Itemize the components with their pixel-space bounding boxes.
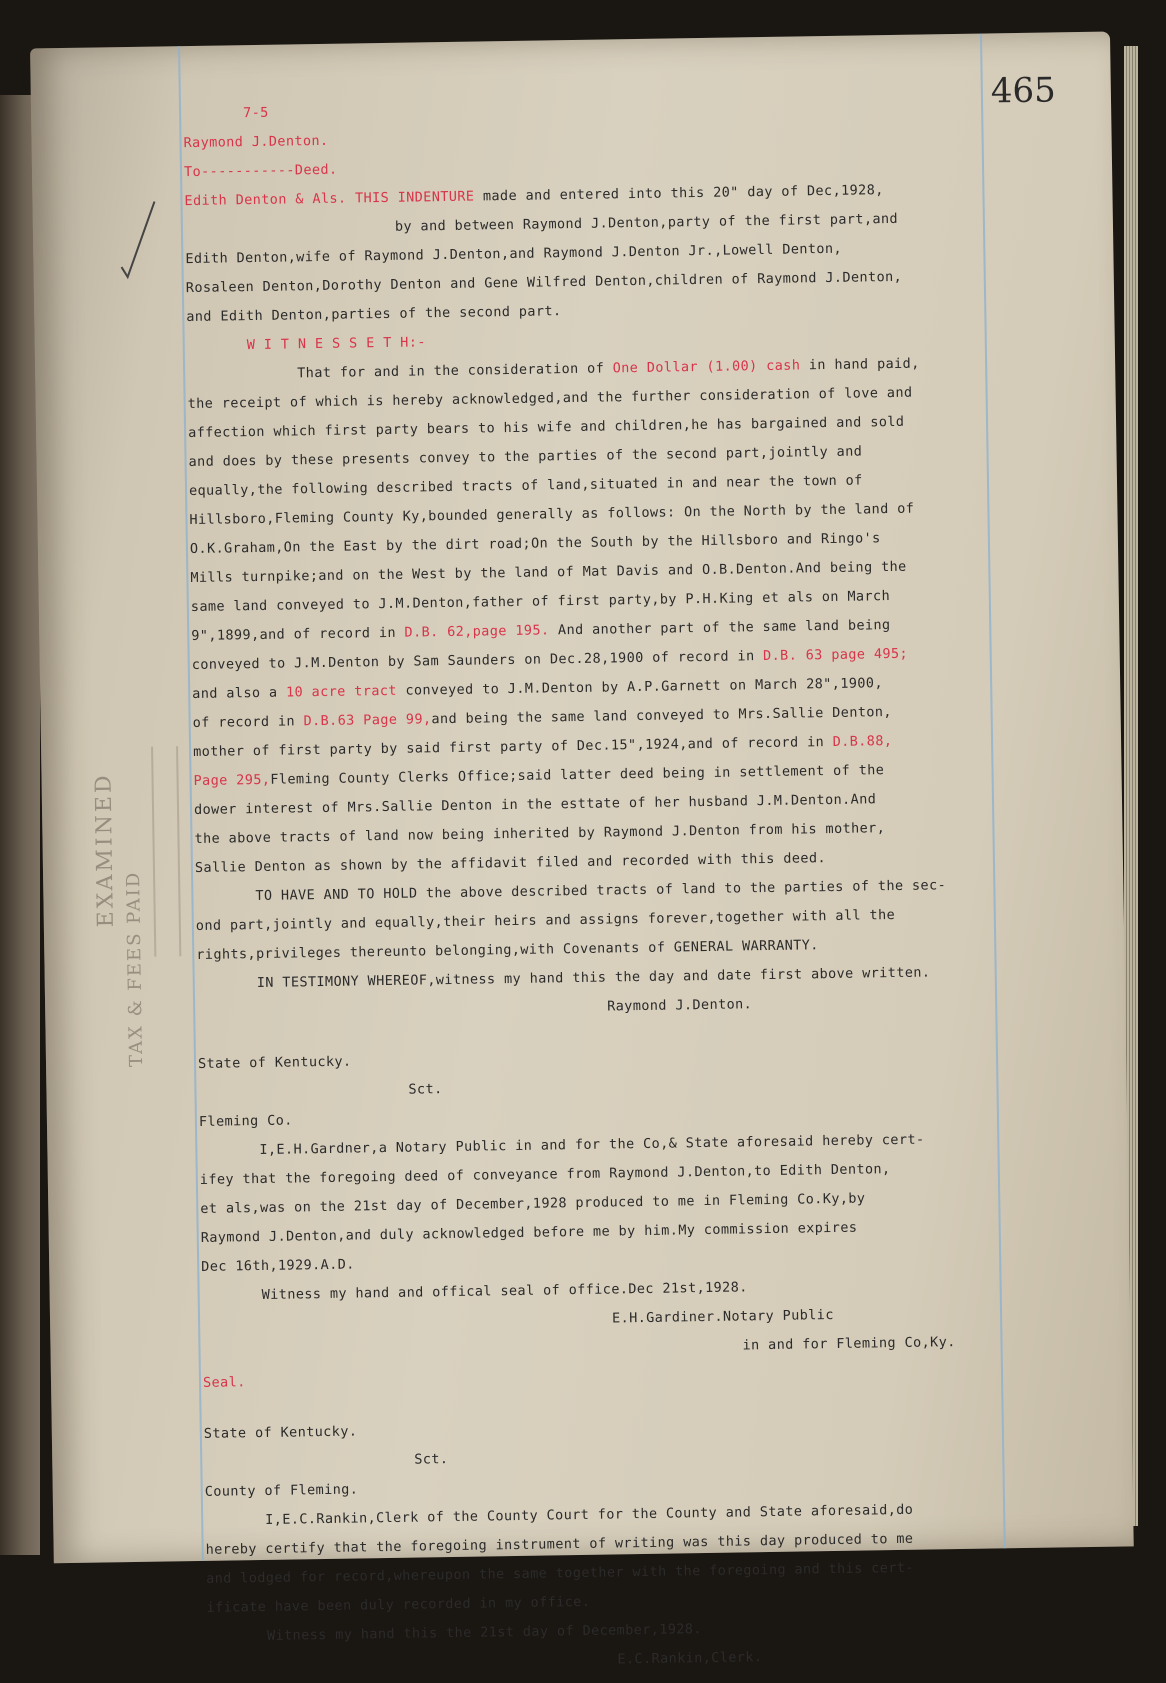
text-segment: Fleming Co. (198, 1112, 293, 1130)
text-segment: Edith Denton,wife of Raymond J.Denton,and Raymond J.Denton Jr.,Lowell Denton, (185, 240, 843, 268)
text-segment: Sct. (414, 1451, 449, 1468)
red-annotation: D.B. 63 page 495; (762, 645, 909, 665)
red-annotation: Raymond J.Denton. (183, 132, 329, 152)
text-segment: E.C.Rankin,Clerk. (617, 1649, 763, 1668)
text-segment: and being the same land conveyed to Mrs.Sallie Denton, (431, 704, 893, 728)
text-segment: of record in (192, 713, 304, 732)
text-segment: State of Kentucky. (203, 1423, 358, 1442)
text-segment: I,E.H.Gardner,a Notary Public in and for the Co,& State aforesaid hereby cert- (259, 1131, 925, 1159)
red-annotation: Page 295, (193, 771, 271, 790)
text-segment: in hand paid, (800, 355, 920, 374)
text-segment: equally,the following described tracts of land,situated in and near the town of (188, 472, 863, 500)
text-segment: et als,was on the 21st day of December,1928 produced to me in Fleming Co.Ky,by (200, 1190, 866, 1217)
text-segment: 9",1899,and of record in (191, 624, 405, 645)
text-segment: conveyed to J.M.Denton by Sam Saunders on Dec.28,1900 of record in (191, 648, 764, 674)
tax-fees-label: TAX & FEES PAID (122, 870, 148, 1068)
text-segment: Mills turnpike;and on the West by the land of Mat Davis and O.B.Denton.And being the (190, 558, 907, 587)
text-segment: made and entered into this 20" day of Dec,1928, (474, 182, 884, 205)
text-segment: Dec 16th,1929.A.D. (201, 1256, 355, 1275)
text-segment: Sct. (408, 1081, 443, 1098)
examined-stamp: EXAMINED (91, 772, 119, 928)
text-segment: conveyed to J.M.Denton by A.P.Garnett on March 28",1900, (396, 675, 884, 699)
text-segment: and also a (192, 684, 287, 703)
page-number: 465 (990, 70, 1057, 112)
signature-stroke (176, 746, 181, 956)
text-segment: IN TESTIMONY WHEREOF,witness my hand this the day and date first above written. (256, 964, 931, 992)
red-annotation: To-----------Deed. (183, 161, 338, 181)
text-segment: O.K.Graham,On the East by the dirt road;On the South by the Hillsboro and Ringo's (189, 530, 881, 558)
red-annotation: Edith Denton & Als. THIS INDENTURE (184, 188, 475, 210)
red-annotation: D.B.88, (832, 733, 893, 750)
text-segment: and Edith Denton,parties of the second part. (186, 303, 562, 326)
text-segment: State of Kentucky. (197, 1053, 352, 1072)
text-segment: Raymond J.Denton. (607, 996, 753, 1015)
text-segment: affection which first party bears to his wife and children,he has bargained and sold (188, 413, 905, 442)
tax-fees-stamp (123, 871, 147, 1067)
text-segment: the above tracts of land now being inherited by Raymond J.Denton from his mother, (194, 820, 886, 847)
text-segment: ond part,jointly and equally,their heirs and assigns forever,together with all the (195, 907, 896, 934)
text-segment: Raymond J.Denton,and duly acknowledged before me by him.My commission expires (200, 1219, 858, 1246)
deed-text (183, 87, 1028, 1681)
red-annotation: D.B.63 Page 99, (303, 711, 432, 730)
text-segment: by and between Raymond J.Denton,party of the first part,and (394, 210, 899, 235)
text-segment: That for and in the consideration of (297, 360, 613, 382)
text-segment: Witness my hand and offical seal of office.Dec 21st,1928. (261, 1279, 748, 1303)
text-segment: rights,privileges thereunto belonging,with Covenants of GENERAL WARRANTY. (196, 937, 819, 963)
text-segment: Fleming County Clerks Office;said latter deed being in settlement of the (270, 762, 885, 788)
text-segment: dower interest of Mrs.Sallie Denton in the esttate of her husband J.M.Denton.And (193, 791, 877, 818)
text-segment: County of Fleming. (204, 1481, 359, 1500)
text-segment: Witness my hand this the 21st day of December,1928. (266, 1621, 703, 1644)
text-segment: TO HAVE AND TO HOLD the above described tracts of land to the parties of the sec- (255, 877, 947, 905)
text-segment: ificate have been duly recorded in my office. (206, 1593, 591, 1616)
text-segment: hereby certify that the foregoing instrument of writing was this day produced to me (205, 1530, 914, 1558)
red-annotation: Seal. (202, 1374, 246, 1391)
red-annotation: One Dollar (1.00) cash (612, 357, 801, 377)
text-segment: in and for Fleming Co,Ky. (742, 1334, 956, 1354)
text-segment: Rosaleen Denton,Dorothy Denton and Gene Wilfred Denton,children of Raymond J.Denton, (185, 268, 903, 297)
red-annotation: 10 acre tract (285, 682, 398, 701)
record-page (30, 32, 1134, 1668)
text-segment: ifey that the foregoing deed of conveyance from Raymond J.Denton,to Edith Denton, (199, 1161, 891, 1188)
text-segment: Hillsboro,Fleming County Ky,bounded generally as follows: On the North by the land of (189, 500, 915, 529)
red-annotation: W I T N E S S E T H:- (246, 334, 426, 354)
red-annotation: 7-5 (242, 104, 269, 122)
text-segment: and lodged for record,whereupon the same together with the foregoing and this cert- (206, 1559, 914, 1587)
text-segment: I,E.C.Rankin,Clerk of the County Court for the County and State aforesaid,do (265, 1501, 914, 1528)
text-segment: E.H.Gardiner.Notary Public (611, 1307, 834, 1327)
check-mark-icon (114, 196, 175, 287)
text-segment: mother of first party by said first party of Dec.15",1924,and of record in (193, 733, 833, 761)
text-segment: And another part of the same land being (549, 617, 891, 639)
text-segment: same land conveyed to J.M.Denton,father of first party,by P.H.King et als on March (190, 588, 891, 616)
text-segment: the receipt of which is hereby acknowledged,and the further consideration of love and (187, 384, 913, 413)
text-segment: Sallie Denton as shown by the affidavit filed and recorded with this deed. (194, 850, 827, 876)
text-segment: and does by these presents convey to the parties of the second part,jointly and (188, 443, 863, 471)
signature-stroke (151, 747, 156, 957)
red-annotation: D.B. 62,page 195. (404, 622, 550, 641)
